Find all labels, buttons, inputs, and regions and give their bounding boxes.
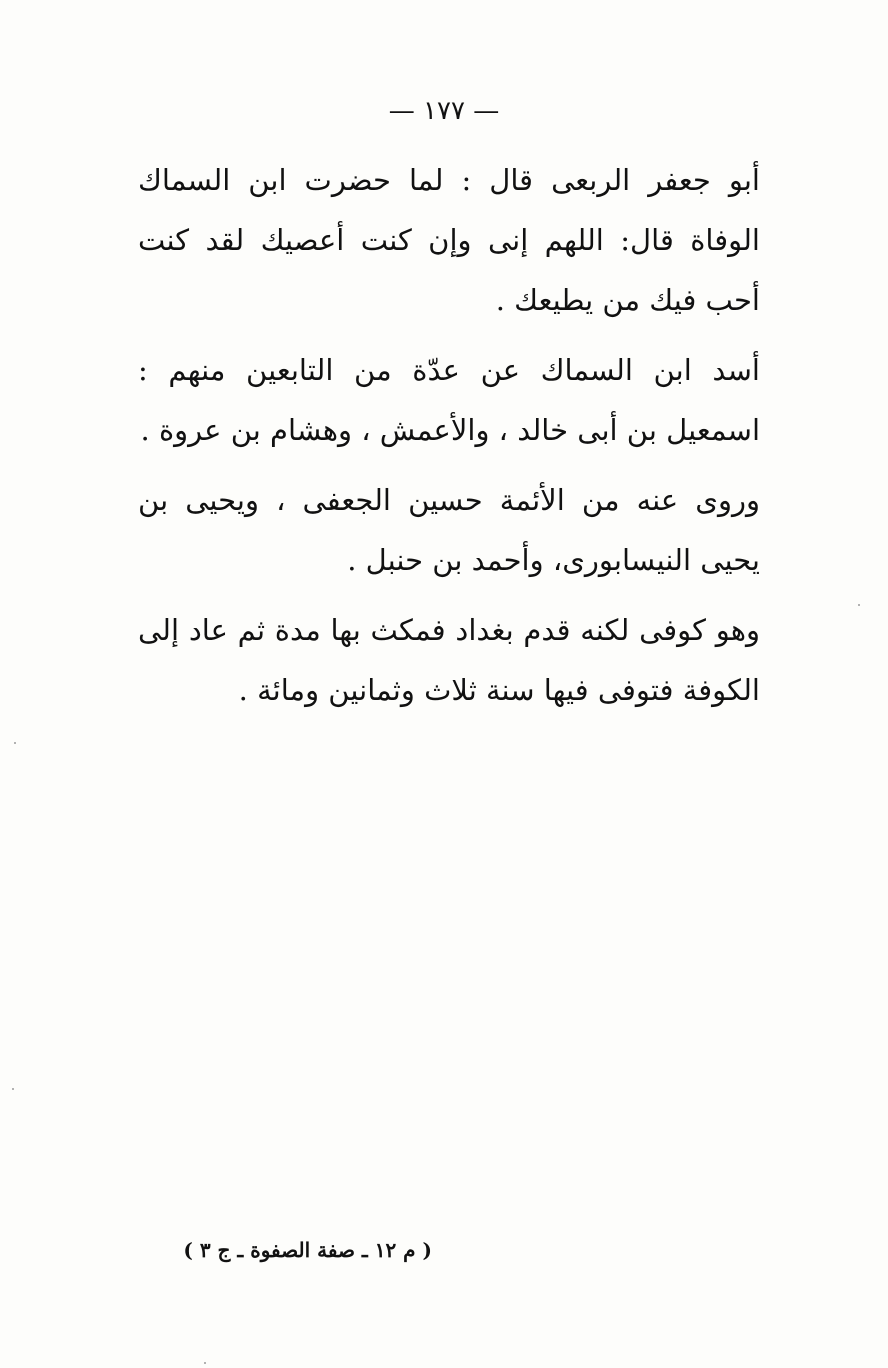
footer-signature: ( م ١٢ ـ صفة الصفوة ـ ج ٣ )	[183, 1238, 432, 1262]
paper-speck	[858, 604, 860, 606]
paper-speck	[12, 1088, 14, 1090]
paragraph-1: أبو جعفر الربعى قال : لما حضرت ابن السماك الوفاة قال: اللهم إنى وإن كنت أعصيك لقد كنت أحب فيك من يطيعك .	[138, 163, 760, 317]
body-text	[138, 150, 760, 730]
paragraph-4: وهو كوفى لكنه قدم بغداد فمكث بها مدة ثم عاد إلى الكوفة فتوفى فيها سنة ثلاث وثمانين ومائة .	[138, 613, 760, 707]
paragraph-3: وروى عنه من الأئمة حسين الجعفى ، ويحيى بن يحيى النيسابورى، وأحمد بن حنبل .	[138, 483, 760, 577]
page-number: — ١٧٧ —	[388, 96, 500, 126]
paper-speck	[204, 1362, 206, 1364]
paragraph-2: أسد ابن السماك عن عدّة من التابعين منهم : اسمعيل بن أبى خالد ، والأعمش ، وهشام بن عروة .	[138, 353, 760, 447]
paper-speck	[14, 742, 16, 744]
